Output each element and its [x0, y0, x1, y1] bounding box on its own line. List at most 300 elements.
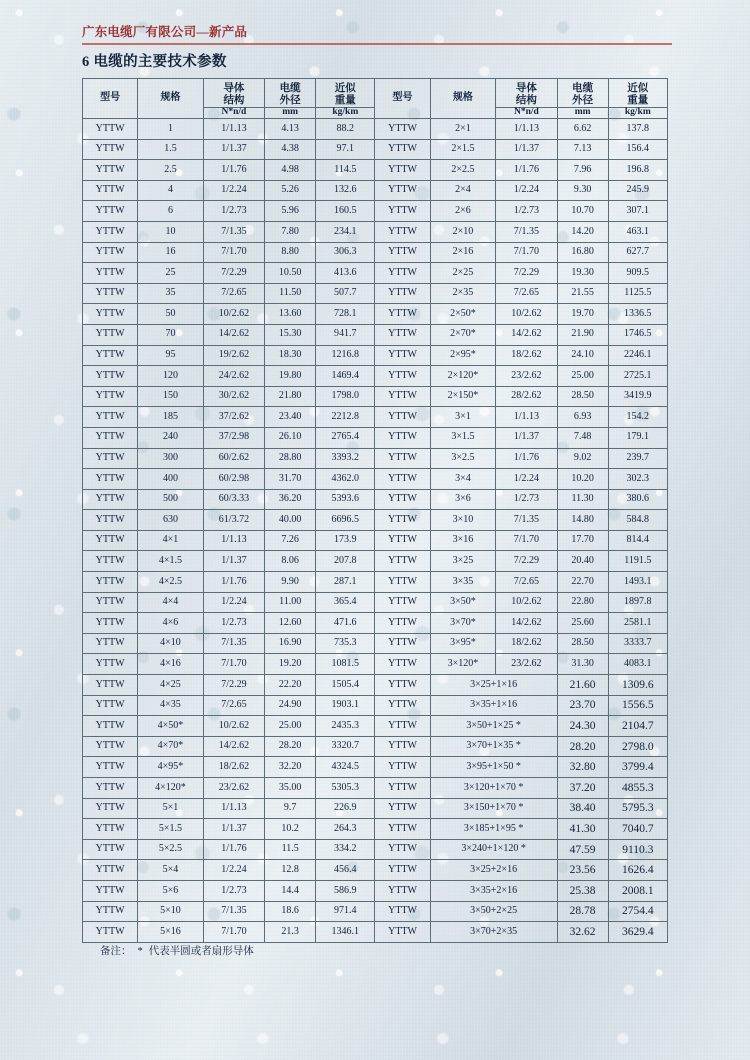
cell-od-right: 14.20 [557, 221, 608, 242]
table-row [83, 551, 668, 572]
col-od-right [557, 79, 608, 108]
cell-model-right: YTTW [375, 427, 430, 448]
cell-od-left: 10.50 [265, 263, 316, 284]
unit-structure-right: N*n/d [496, 108, 557, 119]
cell-structure-left: 30/2.62 [203, 386, 264, 407]
cell-od-left: 21.3 [265, 922, 316, 943]
cell-spec-right: 3×25+2×16 [430, 860, 557, 881]
cell-structure-right: 1/2.73 [496, 489, 557, 510]
cell-structure-right: 1/2.73 [496, 201, 557, 222]
cell-structure-right: 14/2.62 [496, 613, 557, 634]
cell-od-left: 12.60 [265, 613, 316, 634]
cell-weight-left: 413.6 [316, 263, 375, 284]
cell-spec-right: 3×1.5 [430, 427, 496, 448]
cell-model-left: YTTW [83, 427, 138, 448]
cell-spec-left: 4×50* [138, 716, 204, 737]
cell-weight-right: 463.1 [608, 221, 667, 242]
cell-spec-left: 5×1.5 [138, 819, 204, 840]
cell-structure-right: 10/2.62 [496, 304, 557, 325]
cell-weight-right: 9110.3 [608, 839, 667, 860]
cell-model-left: YTTW [83, 613, 138, 634]
cell-weight-left: 586.9 [316, 880, 375, 901]
cell-od-left: 36.20 [265, 489, 316, 510]
table-row [83, 757, 668, 778]
cell-weight-left: 306.3 [316, 242, 375, 263]
table-row [83, 736, 668, 757]
cell-model-left: YTTW [83, 860, 138, 881]
cell-weight-left: 173.9 [316, 530, 375, 551]
cell-structure-right: 10/2.62 [496, 592, 557, 613]
cell-weight-left: 1469.4 [316, 366, 375, 387]
table-row [83, 201, 668, 222]
document-header [82, 22, 672, 45]
cell-structure-right: 1/2.24 [496, 469, 557, 490]
cell-weight-right: 3629.4 [608, 922, 667, 943]
cell-od-left: 35.00 [265, 778, 316, 799]
cell-spec-right: 3×50+1×25 * [430, 716, 557, 737]
cell-model-right: YTTW [375, 263, 430, 284]
cell-od-right: 7.96 [557, 160, 608, 181]
cell-structure-left: 7/1.35 [203, 633, 264, 654]
cell-spec-right: 3×70+2×35 [430, 922, 557, 943]
cell-structure-left: 7/2.29 [203, 263, 264, 284]
cell-structure-left: 7/1.70 [203, 654, 264, 675]
cell-weight-right: 4083.1 [608, 654, 667, 675]
cell-weight-left: 2212.8 [316, 407, 375, 428]
cell-model-left: YTTW [83, 592, 138, 613]
cell-model-left: YTTW [83, 366, 138, 387]
cell-od-right: 20.40 [557, 551, 608, 572]
cell-weight-left: 88.2 [316, 119, 375, 140]
cell-od-right: 21.55 [557, 283, 608, 304]
cell-structure-left: 7/1.70 [203, 242, 264, 263]
cell-spec-left: 4×6 [138, 613, 204, 634]
cell-weight-right: 3419.9 [608, 386, 667, 407]
cell-od-right: 21.90 [557, 324, 608, 345]
cell-structure-left: 19/2.62 [203, 345, 264, 366]
cell-structure-left: 1/2.73 [203, 201, 264, 222]
cell-model-left: YTTW [83, 901, 138, 922]
table-row [83, 880, 668, 901]
table-row [83, 592, 668, 613]
cell-spec-right: 2×2.5 [430, 160, 496, 181]
cell-weight-left: 4324.5 [316, 757, 375, 778]
cell-model-left: YTTW [83, 324, 138, 345]
cell-structure-left: 24/2.62 [203, 366, 264, 387]
cell-weight-right: 137.8 [608, 119, 667, 140]
cell-spec-right: 2×70* [430, 324, 496, 345]
unit-weight-right: kg/km [608, 108, 667, 119]
cell-model-left: YTTW [83, 922, 138, 943]
cell-weight-left: 160.5 [316, 201, 375, 222]
cell-od-right: 31.30 [557, 654, 608, 675]
cell-structure-left: 37/2.98 [203, 427, 264, 448]
cell-spec-left: 185 [138, 407, 204, 428]
cell-model-left: YTTW [83, 716, 138, 737]
cell-od-right: 37.20 [557, 778, 608, 799]
cell-model-left: YTTW [83, 798, 138, 819]
cell-structure-left: 1/1.37 [203, 139, 264, 160]
cell-model-right: YTTW [375, 819, 430, 840]
table-row [83, 345, 668, 366]
cell-spec-right: 3×10 [430, 510, 496, 531]
cell-structure-left: 7/1.70 [203, 922, 264, 943]
cell-weight-right: 179.1 [608, 427, 667, 448]
table-row [83, 572, 668, 593]
table-row [83, 139, 668, 160]
cell-model-left: YTTW [83, 345, 138, 366]
cell-spec-left: 4×95* [138, 757, 204, 778]
cell-weight-right: 239.7 [608, 448, 667, 469]
cell-spec-left: 16 [138, 242, 204, 263]
cell-structure-right: 7/2.29 [496, 263, 557, 284]
col-weight-left [316, 79, 375, 108]
cell-spec-right: 2×4 [430, 180, 496, 201]
cell-model-left: YTTW [83, 675, 138, 696]
cell-structure-left: 1/1.37 [203, 551, 264, 572]
cell-model-left: YTTW [83, 819, 138, 840]
cell-spec-left: 150 [138, 386, 204, 407]
cell-model-right: YTTW [375, 551, 430, 572]
cell-spec-left: 5×6 [138, 880, 204, 901]
cell-od-left: 11.00 [265, 592, 316, 613]
cell-od-right: 32.62 [557, 922, 608, 943]
cell-structure-left: 1/1.13 [203, 798, 264, 819]
cell-spec-left: 95 [138, 345, 204, 366]
cell-model-right: YTTW [375, 901, 430, 922]
cell-spec-right: 3×185+1×95 * [430, 819, 557, 840]
cell-od-right: 7.48 [557, 427, 608, 448]
table-row [83, 778, 668, 799]
cell-od-right: 21.60 [557, 675, 608, 696]
cell-weight-left: 1346.1 [316, 922, 375, 943]
cell-structure-right: 14/2.62 [496, 324, 557, 345]
cell-od-right: 6.93 [557, 407, 608, 428]
cell-structure-right: 1/1.13 [496, 119, 557, 140]
table-row [83, 366, 668, 387]
cell-spec-right: 3×120* [430, 654, 496, 675]
cell-od-left: 22.20 [265, 675, 316, 696]
cell-spec-right: 3×1 [430, 407, 496, 428]
cell-weight-right: 196.8 [608, 160, 667, 181]
cell-spec-right: 3×50+2×25 [430, 901, 557, 922]
cell-model-right: YTTW [375, 778, 430, 799]
cell-spec-left: 5×1 [138, 798, 204, 819]
cell-weight-right: 2754.4 [608, 901, 667, 922]
cell-spec-left: 1.5 [138, 139, 204, 160]
cell-model-left: YTTW [83, 386, 138, 407]
cell-model-right: YTTW [375, 489, 430, 510]
cell-spec-right: 3×2.5 [430, 448, 496, 469]
cell-weight-right: 584.8 [608, 510, 667, 531]
cell-weight-right: 156.4 [608, 139, 667, 160]
cell-od-left: 10.2 [265, 819, 316, 840]
cell-weight-left: 471.6 [316, 613, 375, 634]
cell-model-right: YTTW [375, 922, 430, 943]
cell-weight-right: 7040.7 [608, 819, 667, 840]
cell-spec-left: 5×16 [138, 922, 204, 943]
cell-model-right: YTTW [375, 736, 430, 757]
cell-spec-left: 4×2.5 [138, 572, 204, 593]
cell-model-left: YTTW [83, 242, 138, 263]
col-spec-left: 规格 [138, 79, 204, 119]
cell-weight-left: 1903.1 [316, 695, 375, 716]
cell-weight-right: 380.6 [608, 489, 667, 510]
cell-structure-left: 60/2.98 [203, 469, 264, 490]
cell-spec-right: 3×70* [430, 613, 496, 634]
cell-spec-left: 4×1 [138, 530, 204, 551]
cell-spec-left: 25 [138, 263, 204, 284]
cell-model-left: YTTW [83, 530, 138, 551]
col-od-left [265, 79, 316, 108]
cell-model-right: YTTW [375, 839, 430, 860]
company-line: 广东电缆厂有限公司—新产品 [82, 25, 248, 39]
cell-model-left: YTTW [83, 551, 138, 572]
col-weight-left-l2: 重量 [334, 95, 356, 107]
cell-model-right: YTTW [375, 530, 430, 551]
cell-weight-right: 1191.5 [608, 551, 667, 572]
header-rule [82, 43, 672, 45]
cell-spec-left: 4×70* [138, 736, 204, 757]
unit-od-right: mm [557, 108, 608, 119]
cell-od-right: 23.56 [557, 860, 608, 881]
cell-model-right: YTTW [375, 716, 430, 737]
cell-spec-left: 4×120* [138, 778, 204, 799]
cell-od-right: 24.30 [557, 716, 608, 737]
cell-model-left: YTTW [83, 572, 138, 593]
cell-structure-right: 7/2.65 [496, 283, 557, 304]
col-spec-right: 规格 [430, 79, 496, 119]
cell-structure-left: 1/1.37 [203, 819, 264, 840]
cell-od-left: 4.13 [265, 119, 316, 140]
cell-spec-left: 120 [138, 366, 204, 387]
table-row [83, 860, 668, 881]
cell-od-left: 18.6 [265, 901, 316, 922]
cell-model-right: YTTW [375, 407, 430, 428]
cell-weight-right: 4855.3 [608, 778, 667, 799]
cell-structure-left: 14/2.62 [203, 324, 264, 345]
cell-structure-left: 23/2.62 [203, 778, 264, 799]
cell-weight-left: 1081.5 [316, 654, 375, 675]
col-structure-left-l2: 结构 [223, 95, 245, 107]
cell-model-left: YTTW [83, 695, 138, 716]
cell-od-left: 24.90 [265, 695, 316, 716]
cell-od-right: 47.59 [557, 839, 608, 860]
table-note [100, 943, 254, 958]
cell-model-right: YTTW [375, 654, 430, 675]
cell-model-left: YTTW [83, 880, 138, 901]
cell-structure-right: 1/1.76 [496, 160, 557, 181]
cell-weight-left: 4362.0 [316, 469, 375, 490]
cell-od-right: 25.38 [557, 880, 608, 901]
cell-od-left: 32.20 [265, 757, 316, 778]
cell-model-left: YTTW [83, 778, 138, 799]
cell-spec-right: 3×95+1×50 * [430, 757, 557, 778]
cell-weight-left: 226.9 [316, 798, 375, 819]
cell-weight-left: 971.4 [316, 901, 375, 922]
cell-od-left: 15.30 [265, 324, 316, 345]
cell-od-left: 19.80 [265, 366, 316, 387]
cell-structure-left: 60/2.62 [203, 448, 264, 469]
col-od-left-l2: 外径 [279, 95, 301, 107]
cell-structure-left: 18/2.62 [203, 757, 264, 778]
cell-od-left: 13.60 [265, 304, 316, 325]
cell-od-right: 9.02 [557, 448, 608, 469]
cell-spec-left: 5×4 [138, 860, 204, 881]
cell-spec-left: 5×2.5 [138, 839, 204, 860]
cell-weight-right: 2008.1 [608, 880, 667, 901]
cell-spec-right: 3×35 [430, 572, 496, 593]
cell-weight-left: 264.3 [316, 819, 375, 840]
table-row [83, 448, 668, 469]
cell-weight-left: 1505.4 [316, 675, 375, 696]
cell-spec-left: 4×10 [138, 633, 204, 654]
cell-model-right: YTTW [375, 448, 430, 469]
cell-od-right: 22.80 [557, 592, 608, 613]
table-row [83, 530, 668, 551]
cell-structure-left: 7/2.65 [203, 283, 264, 304]
cell-weight-left: 456.4 [316, 860, 375, 881]
cell-model-right: YTTW [375, 324, 430, 345]
cell-spec-left: 4 [138, 180, 204, 201]
cell-model-right: YTTW [375, 860, 430, 881]
cell-spec-right: 3×95* [430, 633, 496, 654]
cell-model-right: YTTW [375, 180, 430, 201]
cell-structure-left: 10/2.62 [203, 716, 264, 737]
cell-model-left: YTTW [83, 654, 138, 675]
cell-model-right: YTTW [375, 283, 430, 304]
cell-structure-right: 23/2.62 [496, 366, 557, 387]
cell-weight-right: 1493.1 [608, 572, 667, 593]
cell-structure-right: 1/1.76 [496, 448, 557, 469]
cell-model-left: YTTW [83, 201, 138, 222]
table-row [83, 613, 668, 634]
table-header-row [83, 79, 668, 108]
cell-od-right: 6.62 [557, 119, 608, 140]
cell-weight-left: 6696.5 [316, 510, 375, 531]
cell-model-right: YTTW [375, 366, 430, 387]
cell-structure-right: 7/1.35 [496, 221, 557, 242]
cell-structure-left: 1/2.24 [203, 860, 264, 881]
cell-model-right: YTTW [375, 221, 430, 242]
cell-weight-right: 2104.7 [608, 716, 667, 737]
cell-spec-left: 300 [138, 448, 204, 469]
cell-od-left: 4.98 [265, 160, 316, 181]
cell-spec-right: 3×70+1×35 * [430, 736, 557, 757]
cell-weight-right: 1309.6 [608, 675, 667, 696]
col-weight-left-l1: 近似 [334, 83, 356, 94]
cell-spec-left: 5×10 [138, 901, 204, 922]
cell-structure-left: 61/3.72 [203, 510, 264, 531]
cell-od-right: 16.80 [557, 242, 608, 263]
cell-od-left: 9.7 [265, 798, 316, 819]
cell-spec-right: 2×95* [430, 345, 496, 366]
cell-structure-left: 1/1.13 [203, 530, 264, 551]
cell-weight-left: 2435.3 [316, 716, 375, 737]
cell-spec-left: 4×25 [138, 675, 204, 696]
cell-model-left: YTTW [83, 283, 138, 304]
cell-spec-right: 2×10 [430, 221, 496, 242]
cell-weight-left: 287.1 [316, 572, 375, 593]
cell-weight-left: 1216.8 [316, 345, 375, 366]
table-row [83, 283, 668, 304]
cell-od-left: 26.10 [265, 427, 316, 448]
cell-weight-right: 1336.5 [608, 304, 667, 325]
table-row [83, 839, 668, 860]
cell-structure-right: 7/1.70 [496, 242, 557, 263]
cell-spec-left: 4×4 [138, 592, 204, 613]
table-row [83, 922, 668, 943]
cell-spec-right: 3×4 [430, 469, 496, 490]
cell-spec-left: 4×16 [138, 654, 204, 675]
cell-spec-right: 3×16 [430, 530, 496, 551]
cell-spec-right: 3×120+1×70 * [430, 778, 557, 799]
col-structure-right-l1: 导体 [515, 83, 537, 94]
cell-spec-left: 4×1.5 [138, 551, 204, 572]
table-row [83, 510, 668, 531]
cell-model-left: YTTW [83, 489, 138, 510]
cell-structure-right: 7/1.70 [496, 530, 557, 551]
table-row [83, 386, 668, 407]
table-row [83, 119, 668, 140]
table-row [83, 819, 668, 840]
cell-model-right: YTTW [375, 675, 430, 696]
cell-model-left: YTTW [83, 757, 138, 778]
cell-model-right: YTTW [375, 695, 430, 716]
table-row [83, 160, 668, 181]
cell-od-left: 18.30 [265, 345, 316, 366]
unit-od-left: mm [265, 108, 316, 119]
cell-od-left: 23.40 [265, 407, 316, 428]
cell-spec-right: 3×240+1×120 * [430, 839, 557, 860]
cell-od-right: 11.30 [557, 489, 608, 510]
cell-od-right: 38.40 [557, 798, 608, 819]
cell-weight-left: 114.5 [316, 160, 375, 181]
cell-structure-right: 28/2.62 [496, 386, 557, 407]
cell-spec-right: 2×1.5 [430, 139, 496, 160]
note-label: 备注： [100, 946, 132, 957]
cell-weight-left: 5305.3 [316, 778, 375, 799]
cell-spec-left: 10 [138, 221, 204, 242]
cell-od-right: 9.30 [557, 180, 608, 201]
cell-od-left: 8.80 [265, 242, 316, 263]
cell-spec-left: 4×35 [138, 695, 204, 716]
cell-od-left: 28.20 [265, 736, 316, 757]
cell-structure-right: 18/2.62 [496, 633, 557, 654]
table-row [83, 469, 668, 490]
cell-model-right: YTTW [375, 798, 430, 819]
cell-structure-right: 1/1.37 [496, 139, 557, 160]
cell-spec-left: 240 [138, 427, 204, 448]
cell-model-right: YTTW [375, 510, 430, 531]
cell-spec-right: 3×150+1×70 * [430, 798, 557, 819]
cell-structure-left: 7/1.35 [203, 901, 264, 922]
col-model-left: 型号 [83, 79, 138, 119]
cell-weight-left: 97.1 [316, 139, 375, 160]
cell-od-left: 28.80 [265, 448, 316, 469]
cell-od-left: 40.00 [265, 510, 316, 531]
cell-weight-right: 1125.5 [608, 283, 667, 304]
cell-structure-left: 14/2.62 [203, 736, 264, 757]
cell-od-left: 12.8 [265, 860, 316, 881]
cell-weight-left: 365.4 [316, 592, 375, 613]
col-structure-right [496, 79, 557, 108]
cell-model-right: YTTW [375, 880, 430, 901]
cell-weight-left: 728.1 [316, 304, 375, 325]
cell-model-left: YTTW [83, 448, 138, 469]
cell-spec-right: 2×6 [430, 201, 496, 222]
cell-weight-right: 2798.0 [608, 736, 667, 757]
